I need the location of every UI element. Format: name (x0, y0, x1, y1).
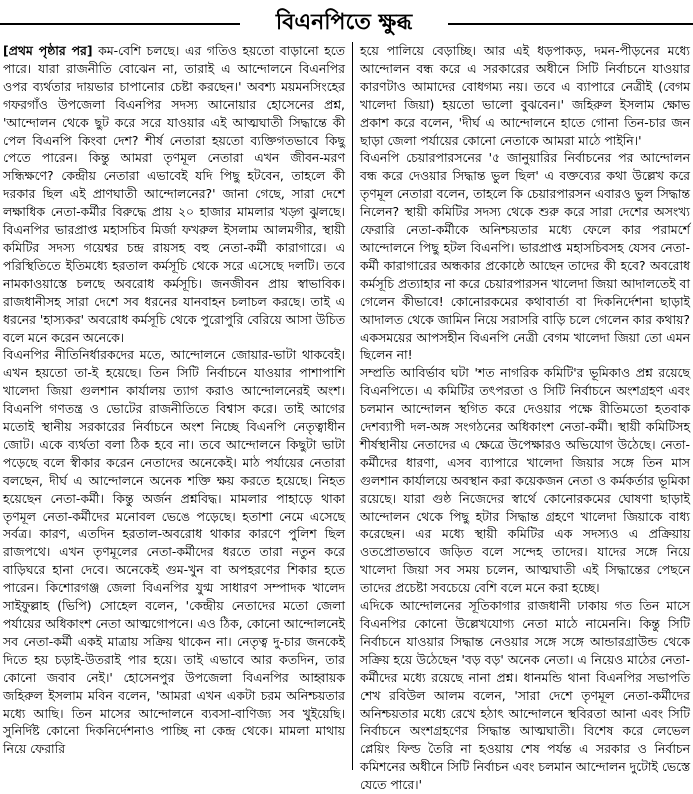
continue-tag: [প্রথম পৃষ্ঠার পর] (3, 43, 93, 58)
article-paragraph: সম্প্রতি আবির্ভাব ঘটা 'শত নাগরিক কমিটি'র ভূমিকাও প্রশ্ন রয়েছে বিএনপিতে। এ কমিটির তৎপরতা ও সিটি নির্বাচনে অংশগ্রহণ এবং চলমান আন্দোলন স্থগিত করে দেওয়ার পক্ষে রীতিমতো হতবাক দেশব্যাপী দল-অঙ্গ সংগঠনের অধিকাংশ নেতা-কর্মী। স্থায়ী কমিটিসহ শীর্ষস্থানীয় নেতাদের এ ক্ষেত্রে উপেক্ষারও অভিযোগ উঠেছে। নেতা-কর্মীদের ধারণা, এসব ব্যাপারে খালেদা জিয়ার সঙ্গে তিন মাস গুলশান কার্যালয়ে অবস্থান করা কয়েকজন নেতা ও কর্মকর্তার ভূমিকা রয়েছে। যারা গুষ্ঠ নিজেদের স্বার্থে কোনোরকমের ঘোষণা ছাড়াই আন্দোলন থেকে পিছু হটার সিদ্ধান্ত গ্রহণে খালেদা জিয়াকে বাধ্য করেছেন। এর মধ্যে স্থায়ী কমিটির এক সদস্যও এ প্রক্রিয়ায় ওতপ্রোতভাবে জড়িত বলে সন্দেহ তাদের। যাদের সঙ্গে নিয়ে খালেদা জিয়া সব সময় চলেন, আত্মঘাতী এই সিদ্ধান্তের পেছনে তাদের প্রচেষ্টা সবচেয়ে বেশি বলে মনে করা হচ্ছে। (360, 365, 690, 596)
column-divider (352, 42, 353, 770)
right-column (360, 42, 690, 793)
article-paragraph: বিএনপির নীতিনির্ধারকদের মতে, আন্দোলনে জোয়ার-ভাটা থাকবেই। এখন হয়তো তা-ই হয়েছে। তিন সিটি নির্বাচনে যাওয়ার পাশাপাশি খালেদা জিয়া গুলশান কার্যালয় ত্যাগ করাও আন্দোলনেরই অংশ। বিএনপি গণতন্ত্র ও ভোটের রাজনীতিতে বিশ্বাস করে। তাই আগের মতোই স্থানীয় সরকারের নির্বাচনে অংশ নিচ্ছে বিএনপি নেতৃত্বাধীন জোট। একে ব্যর্থতা বলা ঠিক হবে না। তবে আন্দোলনে কিছুটা ভাটা পড়েছে বলে স্বীকার করেন নেতাদের অনেকেই। মাঠ পর্যায়ের নেতারা বলছেন, দীর্ঘ এ আন্দোলনে অনেক শক্তি ক্ষয় করতে হয়েছে। নিহত হয়েছেন নেতা-কর্মী। কিন্তু অর্জন প্রশ্নবিদ্ধ। মামলার পাহাড়ে থাকা তৃণমূল নেতা-কর্মীদের মনোবল ভেঙে পড়েছে। হতাশা নেমে এসেছে সর্বত্র। কারণ, এতদিন হরতাল-অবরোধ থাকার কারণে পুলিশ ছিল রাজপথে। এখন তৃণমূলের নেতা-কর্মীদের ধরতে তারা নতুন করে বাড়িঘরে হানা দেবে। অনেকেই গুম-খুন বা অপহরণের শিকার হতে পারেন। কিশোরগঞ্জ জেলা বিএনপির যুগ্ম সাধারণ সম্পাদক খালেদ সাইফুল্লাহ (ভিপি) সোহেল বলেন, 'কেন্দ্রীয় নেতাদের মতো জেলা পর্যায়ের অধিকাংশ নেতা আত্মগোপনে। এও ঠিক, কোনো আন্দোলনেই সব নেতা-কর্মী একই মাত্রায় সক্রিয় থাকেন না। নেতৃত্ব দু-চার জনকেই দিতে হয় চড়াই-উতরাই পার হয়ে। তাই এভাবে আর কতদিন, তার কোনো জবাব নেই।' হোসেনপুর উপজেলা বিএনপির আহ্বায়ক জহিরুল ইসলাম মবিন বলেন, 'আমরা এখন একটা চরম অনিশ্চয়তার মধ্যে আছি। তিন মাসের আন্দোলনে ব্যবসা-বাণিজ্য সব খুইয়েছি। সুনির্দিষ্ট কোনো দিকনির্দেশনাও পাচ্ছি না কেন্দ্র থেকে। মামলা মাথায় নিয়ে ফেরারি (3, 347, 345, 757)
headline-rule-right (448, 23, 693, 25)
headline: বিএনপিতে ক্ষুব্ধ (275, 10, 413, 35)
article-paragraph: বিএনপি চেয়ারপারসনের '৫ জানুয়ারির নির্বাচনের পর আন্দোলন বন্ধ করে দেওয়ার সিদ্ধান্ত ভুল ছিল' এ বক্তব্যের কথা উল্লেখ করে তৃণমূল নেতারা বলেন, তাহলে কি চেয়ারপারসন এবারও ভুল সিদ্ধান্ত নিলেন? স্থায়ী কমিটির সদস্য থেকে শুরু করে সারা দেশের অসংখ্য ফেরারি নেতা-কর্মীকে অনিশ্চয়তার মধ্যে ফেলে কার পরামর্শে আন্দোলনে পিছু হটল বিএনপি। ভারপ্রাপ্ত মহাসচিবসহ যেসব নেতা-কর্মী কারাগারের অন্ধকার প্রকোষ্ঠে আছেন তাদের কী হবে? অবরোধ কর্মসূচি প্রত্যাহার না করে চেয়ারপারসন খালেদা জিয়া আদালতেই বা গেলেন কীভাবে! কোনোরকমের কথাবার্তা বা দিকনির্দেশনা ছাড়াই আদালত থেকে জামিন নিয়ে সরাসরি বাড়ি চলে গেলেন কার কথায়? একসময়ের আপসহীন বিএনপি নেত্রী বেগম খালেদা জিয়া তো এমন ছিলেন না! (360, 150, 690, 363)
headline-row (0, 10, 693, 36)
paragraph-text: কম-বেশি চলছে। এর গতিও হয়তো বাড়ানো হতে পারে। যারা রাজনীতি বোঝেন না, তারাই এ আন্দোলনে বিএনপির ওপর ব্যর্থতার দায়ভার চাপানোর চেষ্টা করছেন।' অবশ্য ময়মনসিংহের গফরগাঁও উপজেলা বিএনপির সদস্য আনোয়ার হোসেনের প্রশ্ন, 'আন্দোলন থেকে ছুট করে সরে যাওয়ার এই আত্মঘাতী সিদ্ধান্তে কী পেল বিএনপি কিংবা দেশ? শীর্ষ নেতারা হয়তো ব্যক্তিগতভাবে কিছু পেতে পারেন। কিন্তু আমরা তৃণমূল নেতারা এখন জীবন-মরণ সন্ধিক্ষণে? কেন্দ্রীয় নেতারা এভাবেই যদি পিছু হটবেন, তাহলে কী দরকার ছিল এই প্রাণঘাতী আন্দোলনের?' জানা গেছে, সারা দেশে লক্ষাধিক নেতা-কর্মীর বিরুদ্ধে প্রায় ২০ হাজার মামলার খড়্গ ঝুলছে। বিএনপির ভারপ্রাপ্ত মহাসচিব মির্জা ফখরুল ইসলাম আলমগীর, স্থায়ী কমিটির সদস্য গয়েশ্বর চন্দ্র রায়সহ বহু নেতা-কর্মী কারাগারে। এ পরিস্থিতিতে ইতিমধ্যে হরতাল কর্মসূচি থেকে সরে এসেছে দলটি। তবে নামকাওয়াস্তে চলছে অবরোধ কর্মসূচি। জনজীবন প্রায় স্বাভাবিক। রাজধানীসহ সারা দেশে সব ধরনের যানবাহন চলাচল করছে। তাই এ ধরনের 'হাস্যকর' অবরোধ কর্মসূচি থেকে পুরোপুরি বেরিয়ে আসা উচিত বলে মনে করেন অনেকে। (3, 43, 346, 345)
article-paragraph (3, 42, 345, 346)
article-paragraph: হয়ে পালিয়ে বেড়াচ্ছি। আর এই ধড়পাকড়, দমন-পীড়নের মধ্যে আন্দোলন বন্ধ করে এ সরকারের অধীনে সিটি নির্বাচনে যাওয়ার কারণটাও আমাদের বোধগম্য নয়। তবে এ ব্যাপারে নেত্রীই (বেগম খালেদা জিয়া) হয়তো ভালো বুঝবেন।' জহিরুল ইসলাম ক্ষোভ প্রকাশ করে বলেন, 'দীর্ঘ এ আন্দোলনে হাতে গোনা তিন-চার জন ছাড়া জেলা পর্যায়ের কোনো নেতাকে আমরা মাঠে পাইনি।' (360, 43, 690, 148)
left-column (3, 42, 345, 770)
article-paragraph: এদিকে আন্দোলনের সূতিকাগার রাজধানী ঢাকায় গত তিন মাসে বিএনপির কোনো উল্লেখযোগ্য নেতা মাঠে নামেননি। কিন্তু সিটি নির্বাচনে যাওয়ার সিদ্ধান্ত নেওয়ার সঙ্গে সঙ্গে আন্ডারগ্রাউন্ড থেকে সক্রিয় হয়ে উঠেছেন 'বড় বড়' অনেক নেতা। এ নিয়েও মাঠের নেতা-কর্মীদের মধ্যে রয়েছে নানা প্রশ্ন। ধানমন্ডি থানা বিএনপির সভাপতি শেখ রবিউল আলম বলেন, 'সারা দেশে তৃণমূল নেতা-কর্মীদের অনিশ্চয়তার মধ্যে রেখে হঠাৎ আন্দোলনে স্থবিরতা আনা এবং সিটি নির্বাচনে অংশগ্রহণের সিদ্ধান্ত আত্মঘাতী। বিশেষ করে লেভেল প্লেয়িং ফিল্ড তৈরি না হওয়ায় শেষ পর্যন্ত এ সরকার ও নির্বাচন কমিশনের অধীনে সিটি নির্বাচন এবং চলমান আন্দোলন দুটোই ভেস্তে যেতে পারে।' (360, 598, 690, 793)
headline-rule-left (0, 23, 240, 25)
